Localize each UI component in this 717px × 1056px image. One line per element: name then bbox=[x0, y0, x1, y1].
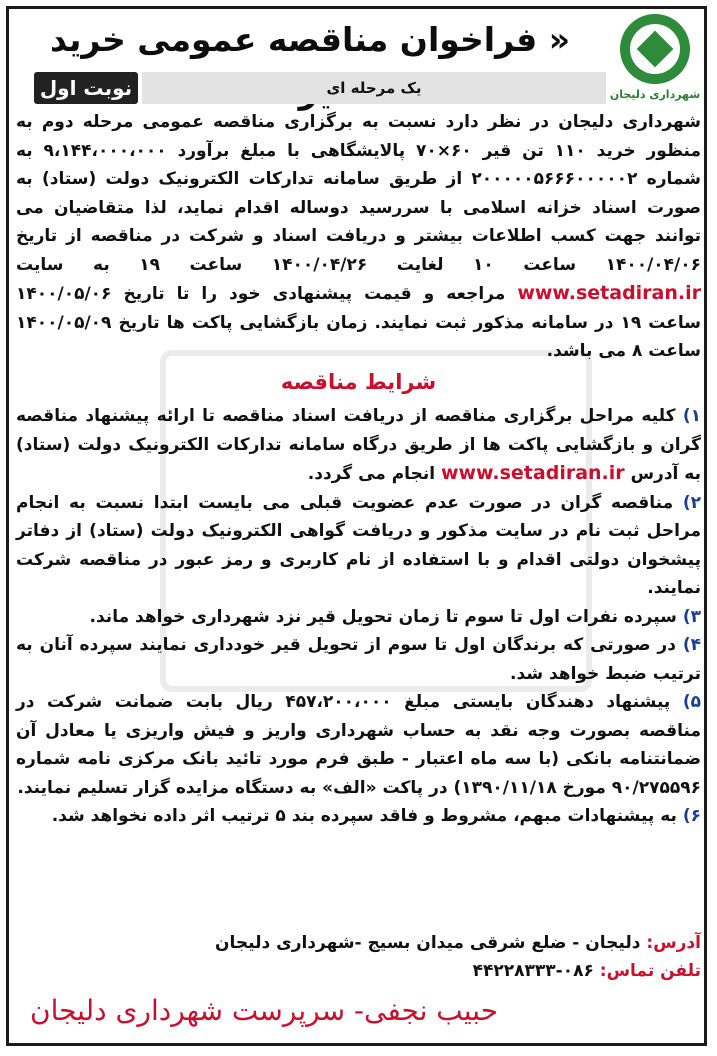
condition-number: ۴) bbox=[682, 635, 702, 655]
conditions-title: شرایط مناقصه bbox=[280, 370, 437, 394]
condition-item bbox=[16, 489, 701, 603]
phone-line bbox=[16, 958, 701, 984]
condition-text-after: انجام می گردد. bbox=[307, 464, 436, 484]
condition-item bbox=[16, 802, 701, 831]
condition-item bbox=[16, 402, 701, 489]
condition-text: پیشنهاد دهندگان بایستی مبلغ ۴۵۷،۲۰۰،۰۰۰ ریال بابت ضمانت شرکت در مناقصه بصورت وجه نقد به حساب شهرداری واریز و فیش واریزی یا معادل آن ضمانتنامه بانکی (با سه ماه اعتبار - طبق فرم مورد تائید بانک مرکزی نامه شماره ۹۰/۲۷۵۵۹۶ مورخ ۱۳۹۰/۱۱/۱۸) در پاکت «الف» به دستگاه مزایده گزار تسلیم نمایند. bbox=[16, 692, 701, 798]
municipality-logo bbox=[607, 14, 703, 106]
notice-title: « فراخوان مناقصه عمومی خرید bbox=[49, 20, 571, 59]
condition-url-link[interactable]: www.setadiran.ir bbox=[440, 462, 625, 484]
condition-text: مناقصه گران در صورت عدم عضویت قبلی می بایست ابتدا نسبت به انجام مراحل ثبت نام در سایت مذکور و دریافت گواهی الکترونیک دولت (ستاد) از دفاتر پیشخوان دولتی اقدام و با استفاده از نام کاربری و رمز عبور در مناقصه شرکت نمایند. bbox=[16, 492, 701, 598]
phone-value: ۰۸۶-۴۴۲۲۸۳۳۳ bbox=[472, 961, 594, 981]
condition-item bbox=[16, 631, 701, 688]
intro-text-1: شهرداری دلیجان در نظر دارد نسبت به برگزاری مناقصه عمومی مرحله دوم به منظور خرید ۱۱۰ تن قیر ۶۰×۷۰ پالایشگاهی با مبلغ برآورد ۹،۱۴۴،۰۰۰،۰۰۰ به شماره ۲۰۰۰۰۰۵۶۶۶۰۰۰۰۰۲ از طریق سامانه تدارکات الکترونیک دولت (ستاد) به صورت اسناد خزانه اسلامی با سررسید دوساله اقدام نماید، لذا متقاضیان می توانند جهت کسب اطلاعات بیشتر و دریافت اسناد و شرکت در مناقصه از تاریخ ۱۴۰۰/۰۴/۰۶ ساعت ۱۰ لغایت ۱۴۰۰/۰۴/۲۶ ساعت ۱۹ به سایت bbox=[16, 112, 702, 275]
condition-text: به پیشنهادات مبهم، مشروط و فاقد سپرده بند ۵ ترتیب اثر داده نخواهد شد. bbox=[51, 806, 677, 826]
condition-text: سپرده نفرات اول تا سوم تا زمان تحویل قیر نزد شهرداری خواهد ماند. bbox=[89, 606, 677, 627]
address-label: آدرس: bbox=[646, 933, 701, 953]
condition-text: کلیه مراحل برگزاری مناقصه از دریافت اسناد مناقصه تا ارائه پیشنهاد مناقصه گران و بازگشایی پاکت ها از طریق درگاه سامانه تدارکات الکترونیک دولت (ستاد) به آدرس bbox=[16, 406, 701, 484]
logo-emblem-icon bbox=[620, 14, 690, 84]
logo-caption: شهرداری دلیجان bbox=[609, 88, 701, 101]
condition-item bbox=[16, 603, 701, 632]
condition-number: ۱) bbox=[682, 406, 701, 426]
condition-text: در صورتی که برندگان اول تا سوم از تحویل قیر خودداری نمایند سپرده آنان به ترتیب ضبط خواهد شد. bbox=[16, 635, 701, 684]
round-badge: نوبت اول bbox=[34, 72, 138, 104]
condition-number: ۳) bbox=[682, 606, 701, 627]
condition-item bbox=[16, 688, 701, 802]
intro-url-link[interactable]: www.setadiran.ir bbox=[517, 282, 702, 304]
address-line bbox=[16, 930, 701, 956]
intro-paragraph bbox=[16, 108, 701, 366]
conditions-list bbox=[16, 402, 701, 831]
condition-number: ۲) bbox=[682, 492, 701, 513]
signature: حبیب نجفی- سرپرست شهرداری دلیجان bbox=[30, 994, 499, 1027]
condition-number: ۶) bbox=[682, 806, 701, 826]
condition-number: ۵) bbox=[682, 692, 701, 712]
stage-bar: یک مرحله ای bbox=[142, 72, 606, 104]
address-value: دلیجان - ضلع شرقی میدان بسیج -شهرداری دلیجان bbox=[215, 933, 641, 953]
phone-label: تلفن تماس: bbox=[599, 961, 701, 981]
intro-text-2: مراجعه و قیمت پیشنهادی خود را تا تاریخ ۱۴۰۰/۰۵/۰۶ ساعت ۱۹ در سامانه مذکور ثبت نمایند. زمان بازگشایی پاکت ها تاریخ ۱۴۰۰/۰۵/۰۹ ساعت ۸ می باشد. bbox=[16, 284, 701, 361]
